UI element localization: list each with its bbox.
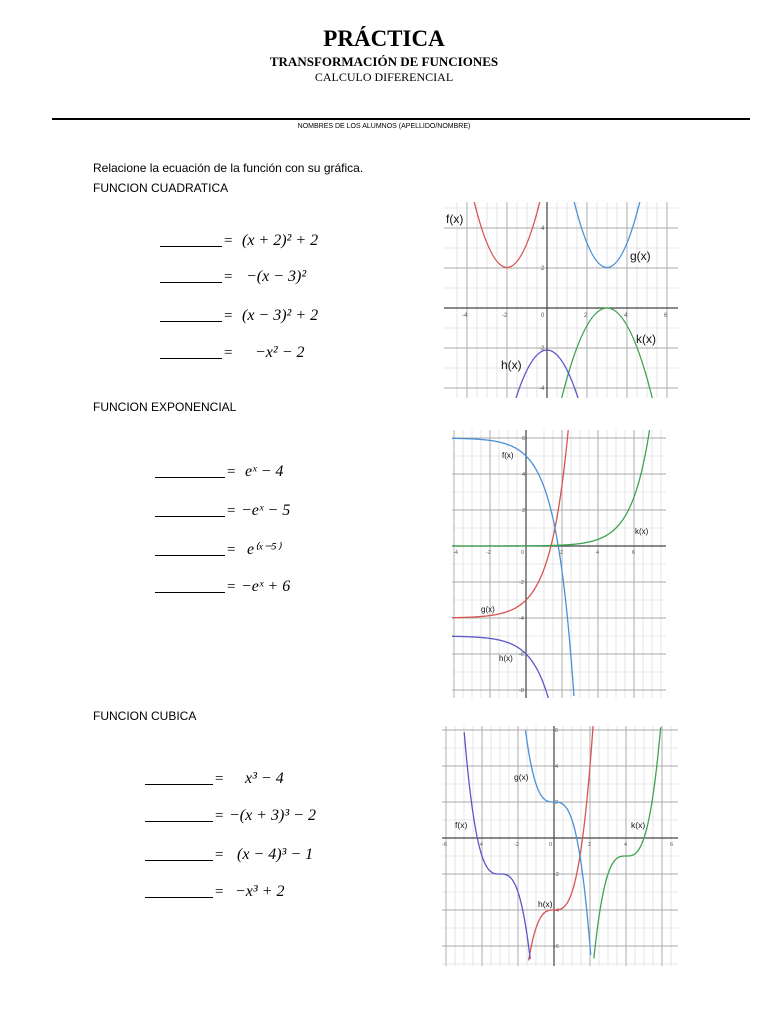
curve-green <box>594 727 661 958</box>
equation-row <box>145 803 385 825</box>
equation-expression: x³ − 4 <box>245 770 284 787</box>
y-tick-label: -2 <box>554 872 559 878</box>
equation-expression: −x³ + 2 <box>235 883 285 900</box>
curve-label: f(x) <box>502 451 514 460</box>
equals-sign: = <box>224 269 233 285</box>
answer-blank[interactable] <box>145 784 213 785</box>
equation-row <box>160 264 400 286</box>
x-tick-label: 2 <box>584 313 588 319</box>
y-tick-label: -4 <box>539 386 545 392</box>
header-divider <box>52 118 750 120</box>
equals-sign: = <box>227 542 236 558</box>
equation-row <box>160 303 400 325</box>
y-tick-label: -2 <box>519 580 524 586</box>
equation-row <box>155 537 395 559</box>
section-heading-cubic: FUNCION CUBICA <box>93 709 197 723</box>
equation-expression: eˣ − 4 <box>245 463 284 480</box>
cubic-graph <box>442 726 678 966</box>
instructions-text: Relacione la ecuación de la función con su gráfica. <box>93 161 364 175</box>
y-tick-label: 2 <box>522 508 526 514</box>
curve-label: f(x) <box>455 820 468 830</box>
curve-red <box>529 726 593 960</box>
x-tick-label: -4 <box>453 550 458 556</box>
x-tick-label: -2 <box>486 550 491 556</box>
x-tick-label: -2 <box>502 313 508 319</box>
curve-purple <box>452 636 550 698</box>
x-tick-label: 4 <box>624 842 628 848</box>
x-tick-label: 6 <box>664 313 668 319</box>
x-tick-label: 0 <box>521 550 525 556</box>
y-tick-label: 4 <box>555 764 559 770</box>
equation-row <box>145 879 385 901</box>
answer-blank[interactable] <box>155 516 225 517</box>
equals-sign: = <box>215 884 224 900</box>
y-tick-label: -4 <box>519 616 524 622</box>
x-tick-label: 6 <box>632 550 636 556</box>
answer-blank[interactable] <box>155 477 225 478</box>
y-tick-label: 4 <box>541 226 545 232</box>
x-tick-label: 0 <box>541 313 545 319</box>
equals-sign: = <box>215 847 224 863</box>
equation-row <box>145 842 385 864</box>
equals-sign: = <box>227 579 236 595</box>
exponential-graph <box>452 430 666 698</box>
y-tick-label: 4 <box>522 472 526 478</box>
course-name: CALCULO DIFERENCIAL <box>314 70 454 84</box>
answer-blank[interactable] <box>155 592 225 593</box>
answer-blank[interactable] <box>160 321 222 322</box>
equals-sign: = <box>227 503 236 519</box>
y-tick-label: -2 <box>539 346 545 352</box>
y-tick-label: 2 <box>555 800 559 806</box>
x-tick-label: 4 <box>624 313 628 319</box>
y-tick-label: -6 <box>554 944 559 950</box>
y-tick-label: -8 <box>519 688 524 694</box>
x-tick-label: 4 <box>596 550 600 556</box>
answer-blank[interactable] <box>155 555 225 556</box>
equation-row <box>155 498 395 520</box>
equation-row <box>155 459 395 481</box>
equation-row <box>155 574 395 596</box>
section-heading-exponential: FUNCION EXPONENCIAL <box>93 400 237 414</box>
graph-grid <box>444 202 678 398</box>
equals-sign: = <box>224 345 233 361</box>
curve-label: h(x) <box>501 358 522 372</box>
curve-label: h(x) <box>499 654 513 663</box>
section-heading-quadratic: FUNCION CUADRATICA <box>93 181 229 195</box>
graph-grid <box>452 430 666 698</box>
y-tick-label: 6 <box>555 728 559 734</box>
quadratic-graph <box>444 202 678 398</box>
page-title: PRÁCTICA <box>323 26 445 51</box>
curve-label: g(x) <box>630 249 651 263</box>
x-tick-label: 2 <box>560 550 564 556</box>
curve-label: f(x) <box>446 212 464 226</box>
equation-expression: −eˣ − 5 <box>241 502 291 519</box>
x-tick-label: 2 <box>588 842 592 848</box>
x-tick-label: 6 <box>670 842 674 848</box>
equals-sign: = <box>224 308 233 324</box>
equation-expression: −x² − 2 <box>255 344 305 361</box>
equals-sign: = <box>215 808 224 824</box>
equation-expression: (x + 2)² + 2 <box>242 232 319 249</box>
curve-blue <box>452 438 574 696</box>
y-tick-label: 6 <box>522 436 526 442</box>
y-tick-label: -4 <box>554 908 559 914</box>
equation-row <box>145 766 385 788</box>
answer-blank[interactable] <box>160 282 222 283</box>
x-tick-label: -6 <box>442 842 447 848</box>
curve-label: k(x) <box>631 820 646 830</box>
curve-label: h(x) <box>538 899 553 909</box>
equation-expression: −eˣ + 6 <box>241 578 291 595</box>
equals-sign: = <box>215 771 224 787</box>
equals-sign: = <box>224 233 233 249</box>
answer-blank[interactable] <box>145 860 213 861</box>
equation-expression: (x − 4)³ − 1 <box>237 846 314 863</box>
student-names-label: NOMBRES DE LOS ALUMNOS (APELLIDO/NOMBRE) <box>297 123 471 130</box>
curve-label: k(x) <box>636 332 656 346</box>
answer-blank[interactable] <box>145 897 213 898</box>
page-subtitle: TRANSFORMACIÓN DE FUNCIONES <box>269 54 499 69</box>
equation-row <box>160 340 400 362</box>
x-tick-label: -4 <box>478 842 483 848</box>
x-tick-label: -2 <box>514 842 519 848</box>
y-tick-label: -6 <box>519 652 524 658</box>
curve-label: k(x) <box>635 527 649 536</box>
equation-expression: −(x + 3)³ − 2 <box>229 807 316 824</box>
equation-expression: −(x − 3)² <box>246 268 307 285</box>
x-tick-label: -4 <box>462 313 468 319</box>
x-tick-label: 0 <box>549 842 553 848</box>
answer-blank[interactable] <box>145 821 213 822</box>
answer-blank[interactable] <box>160 358 222 359</box>
equation-expression: (x − 3)² + 2 <box>242 307 319 324</box>
equals-sign: = <box>227 464 236 480</box>
equation-expression: e⁽ˣ⁻⁵⁾ <box>247 541 281 558</box>
y-tick-label: 2 <box>541 266 545 272</box>
equation-row <box>160 228 400 250</box>
curve-label: g(x) <box>481 605 495 614</box>
curve-green <box>452 430 650 546</box>
answer-blank[interactable] <box>160 246 222 247</box>
curve-label: g(x) <box>514 772 529 782</box>
